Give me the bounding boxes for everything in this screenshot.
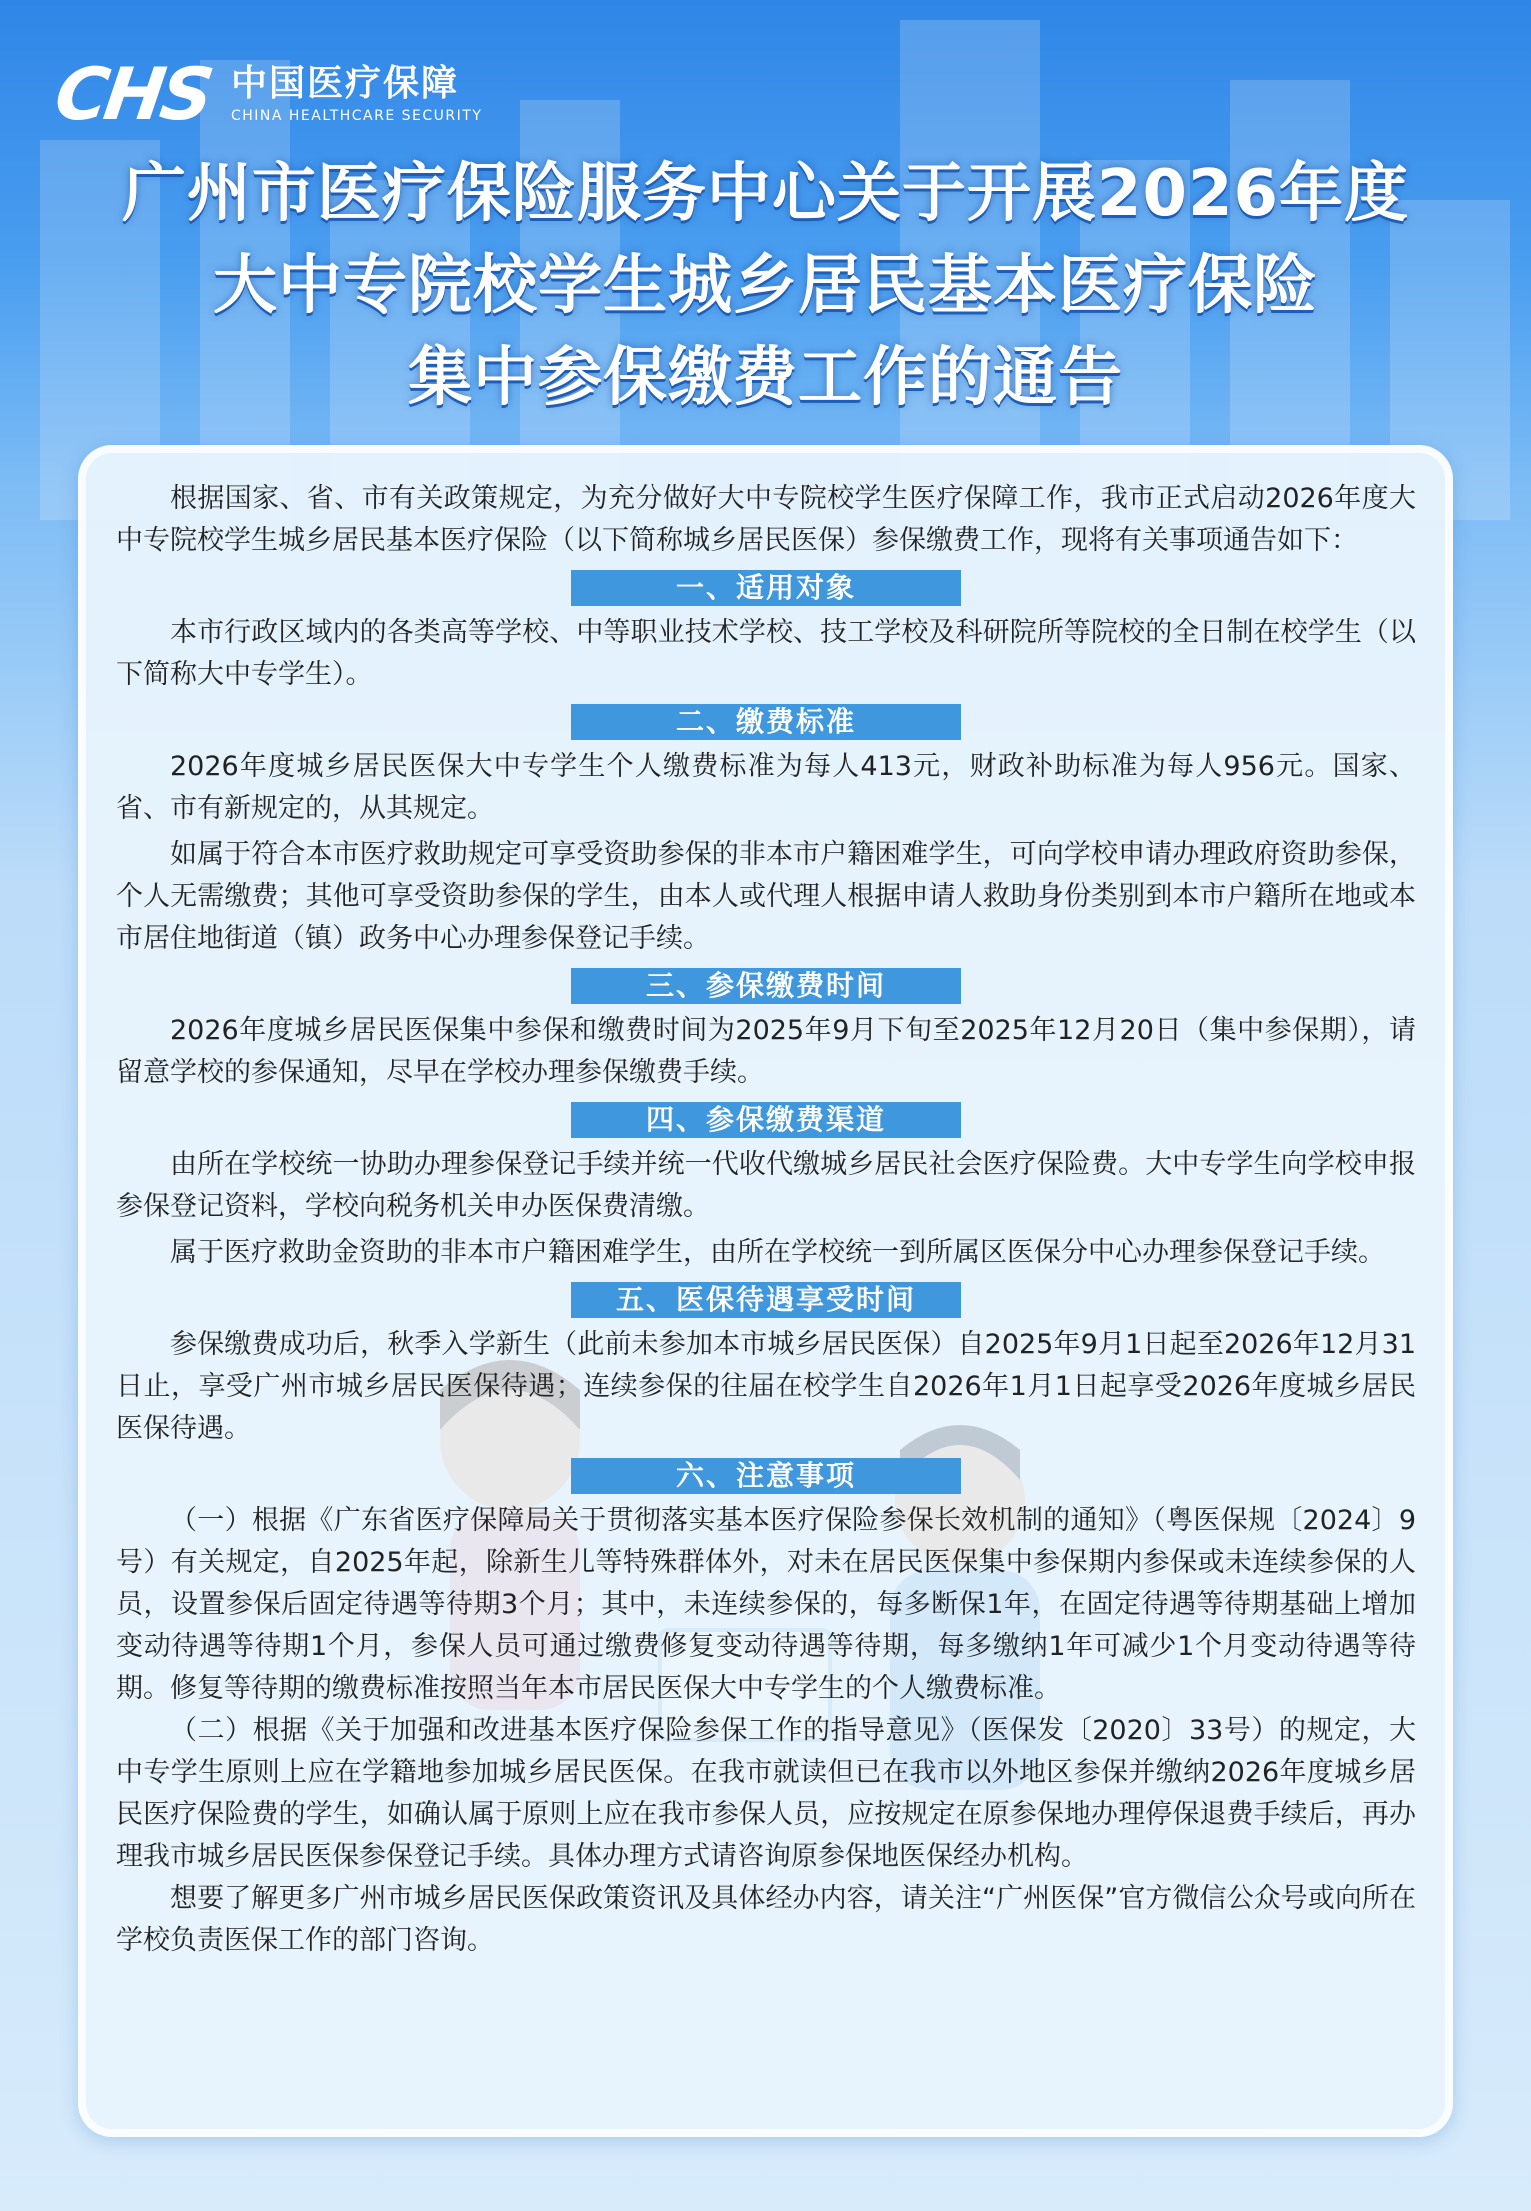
- paragraph: 参保缴费成功后，秋季入学新生（此前未参加本市城乡居民医保）自2025年9月1日起至2026年12月31日止，享受广州市城乡居民医保待遇；连续参保的往届在校学生自2026年1月1日起享受2026年度城乡居民医保待遇。: [116, 1329, 1416, 1444]
- paragraph: 由所在学校统一协助办理参保登记手续并统一代收代缴城乡居民社会医疗保险费。大中专学生向学校申报参保登记资料，学校向税务机关申办医保费清缴。: [116, 1149, 1416, 1222]
- section-heading-payment-channel: 四、参保缴费渠道: [571, 1102, 961, 1138]
- paragraph: 2026年度城乡居民医保大中专学生个人缴费标准为每人413元，财政补助标准为每人956元。国家、省、市有新规定的，从其规定。: [116, 751, 1416, 824]
- section-heading-notes: 六、注意事项: [571, 1458, 961, 1494]
- logo-english-name: CHINA HEALTHCARE SECURITY: [230, 107, 483, 124]
- section-heading-benefit-time: 五、医保待遇享受时间: [571, 1282, 961, 1318]
- paragraph: 如属于符合本市医疗救助规定可享受资助参保的非本市户籍困难学生，可向学校申请办理政府资助参保，个人无需缴费；其他可享受资助参保的学生，由本人或代理人根据申请人救助身份类别到本市户籍所在地或本市居住地街道（镇）政务中心办理参保登记手续。: [116, 839, 1416, 954]
- chs-logo-mark: CHS: [50, 52, 215, 136]
- chs-logo: [50, 52, 483, 136]
- logo-text: [231, 64, 482, 124]
- paragraph: 本市行政区域内的各类高等学校、中等职业技术学校、技工学校及科研院所等院校的全日制在校学生（以下简称大中专学生）。: [116, 617, 1416, 690]
- logo-chinese-name: 中国医疗保障: [230, 63, 459, 105]
- section-heading-fee-standard: 二、缴费标准: [571, 704, 961, 740]
- intro-paragraph: 根据国家、省、市有关政策规定，为充分做好大中专院校学生医疗保障工作，我市正式启动2026年度大中专院校学生城乡居民基本医疗保险（以下简称城乡居民医保）参保缴费工作，现将有关事项通告如下：: [116, 483, 1416, 556]
- paragraph: 2026年度城乡居民医保集中参保和缴费时间为2025年9月下旬至2025年12月20日（集中参保期），请留意学校的参保通知，尽早在学校办理参保缴费手续。: [116, 1015, 1416, 1088]
- paragraph: 想要了解更多广州市城乡居民医保政策资讯及具体经办内容，请关注“广州医保”官方微信公众号或向所在学校负责医保工作的部门咨询。: [116, 1883, 1416, 1956]
- notice-body: [116, 478, 1416, 1962]
- section-heading-payment-time: 三、参保缴费时间: [571, 968, 961, 1004]
- title-line-3: 集中参保缴费工作的通告: [408, 341, 1123, 415]
- section-heading-applicable: 一、适用对象: [571, 570, 961, 606]
- title-line-2: 大中专院校学生城乡居民基本医疗保险: [213, 249, 1318, 323]
- notice-title: [0, 148, 1531, 424]
- title-line-1: 广州市医疗保险服务中心关于开展2026年度: [121, 157, 1410, 231]
- paragraph: 属于医疗救助金资助的非本市户籍困难学生，由所在学校统一到所属区医保分中心办理参保登记手续。: [170, 1237, 1385, 1268]
- paragraph: （二）根据《关于加强和改进基本医疗保险参保工作的指导意见》（医保发〔2020〕33号）的规定，大中专学生原则上应在学籍地参加城乡居民医保。在我市就读但已在我市以外地区参保并缴纳2026年度城乡居民医疗保险费的学生，如确认属于原则上应在我市参保人员，应按规定在原参保地办理停保退费手续后，再办理我市城乡居民医保参保登记手续。具体办理方式请咨询原参保地医保经办机构。: [116, 1715, 1416, 1872]
- paragraph: （一）根据《广东省医疗保障局关于贯彻落实基本医疗保险参保长效机制的通知》（粤医保规〔2024〕9号）有关规定，自2025年起，除新生儿等特殊群体外，对未在居民医保集中参保期内参保或未连续参保的人员，设置参保后固定待遇等待期3个月；其中，未连续参保的，每多断保1年，在固定待遇等待期基础上增加变动待遇等待期1个月，参保人员可通过缴费修复变动待遇等待期，每多缴纳1年可减少1个月变动待遇等待期。修复等待期的缴费标准按照当年本市居民医保大中专学生的个人缴费标准。: [116, 1505, 1416, 1704]
